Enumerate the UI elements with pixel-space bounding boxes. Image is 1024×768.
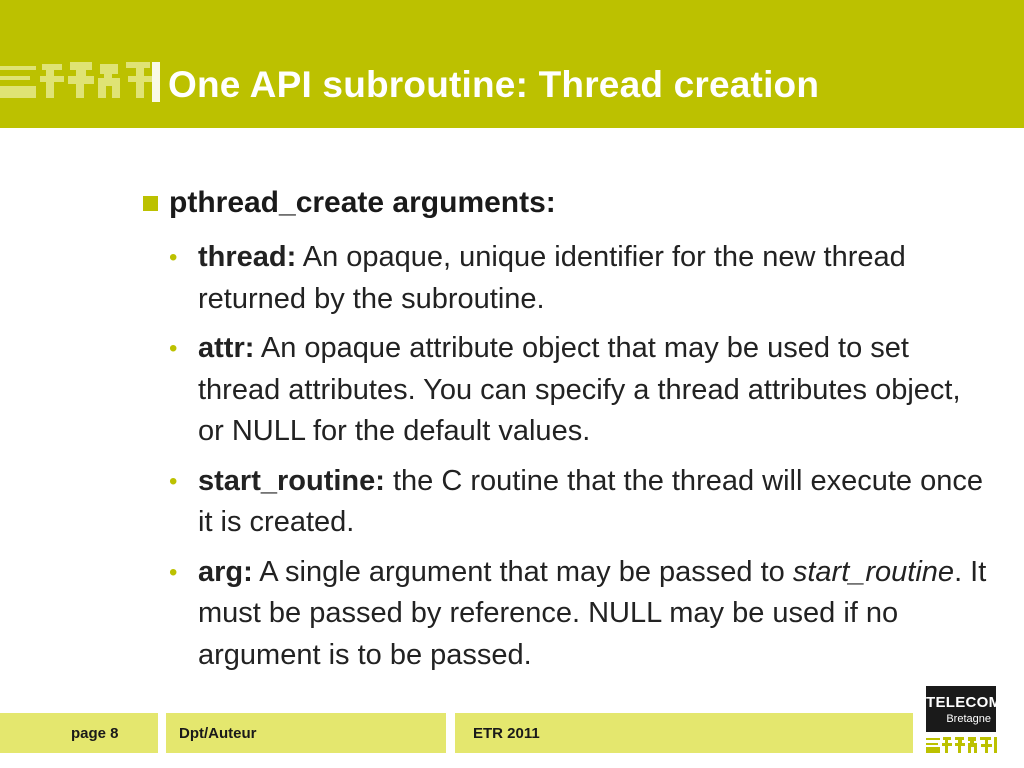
item-term: start_routine: bbox=[198, 464, 385, 497]
institution-logo-icon bbox=[0, 58, 160, 104]
item-text: An opaque attribute object that may be used to set thread attributes. You can specify a thread attributes object, or NULL for the default values. bbox=[198, 332, 961, 447]
item-emphasis: start_routine bbox=[792, 555, 955, 588]
page-number: page 8 bbox=[71, 725, 119, 742]
item-text-after: . It must be passed by reference. NULL may be used if no argument is to be passed. bbox=[198, 555, 987, 671]
item-term: arg: bbox=[198, 555, 253, 588]
argument-list bbox=[140, 237, 1000, 676]
telecom-bretagne-logo bbox=[926, 686, 1002, 732]
item-term: attr: bbox=[198, 332, 255, 364]
item-text: the C routine that the thread will execute once it is created. bbox=[198, 464, 984, 538]
list-item bbox=[168, 328, 988, 453]
slide-title: One API subroutine: Thread creation bbox=[168, 64, 820, 105]
square-bullet-icon bbox=[143, 196, 158, 211]
item-term: thread: bbox=[198, 241, 297, 273]
item-text: An opaque, unique identifier for the new thread returned by the subroutine. bbox=[198, 241, 906, 315]
footer-author: Dpt/Auteur bbox=[179, 725, 257, 742]
slide-content bbox=[140, 183, 1000, 684]
footer bbox=[0, 713, 1024, 753]
dot-bullet-icon: • bbox=[169, 335, 178, 362]
list-item bbox=[168, 237, 988, 320]
footer-event: ETR 2011 bbox=[473, 725, 540, 742]
dot-bullet-icon: • bbox=[169, 467, 178, 495]
list-item bbox=[168, 552, 988, 677]
logo-line1: TELECOM bbox=[926, 694, 1002, 711]
dot-bullet-icon: • bbox=[169, 558, 178, 586]
telecom-bretagne-logo-icon bbox=[926, 735, 998, 755]
main-bullet bbox=[140, 183, 1000, 223]
logo-line2: Bretagne bbox=[946, 713, 991, 725]
header-band bbox=[0, 0, 1024, 128]
main-bullet-text: pthread_create arguments: bbox=[169, 186, 556, 219]
dot-bullet-icon: • bbox=[169, 244, 178, 271]
item-text: A single argument that may be passed to bbox=[252, 555, 793, 588]
list-item bbox=[168, 461, 988, 544]
